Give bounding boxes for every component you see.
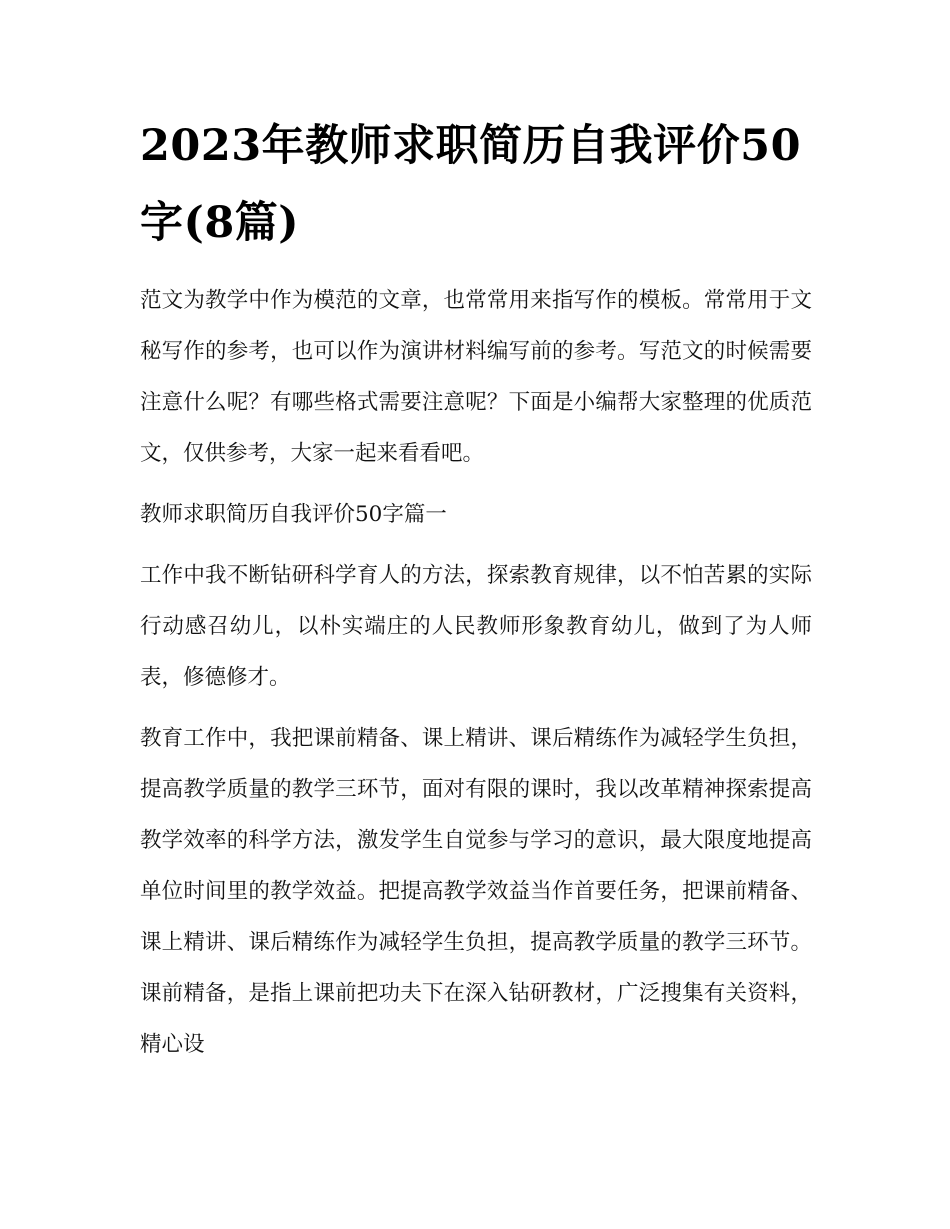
body-paragraph-1: 工作中我不断钻研科学育人的方法，探索教育规律，以不怕苦累的实际行动感召幼儿，以朴实端庄的人民教师形象教育幼儿，做到了为人师表，修德修才。 — [140, 563, 812, 690]
body-paragraph-2: 教育工作中，我把课前精备、课上精讲、课后精练作为减轻学生负担，提高教学质量的教学三环节，面对有限的课时，我以改革精神探索提高教学效率的科学方法，激发学生自觉参与学习的意识，最大限度地提高单位时间里的教学效益。把提高教学效益当作首要任务，把课前精备、课上精讲、课后精练作为减轻学生负担，提高教学质量的教学三环节。课前精备，是指上课前把功夫下在深入钻研教材，广泛搜集有关资料，精心设 — [140, 726, 812, 1057]
document-title: 2023年教师求职简历自我评价50字(8篇) — [140, 121, 802, 248]
intro-paragraph: 范文为教学中作为模范的文章，也常常用来指写作的模板。常常用于文秘写作的参考，也可以作为演讲材料编写前的参考。写范文的时候需要注意什么呢？有哪些格式需要注意呢？下面是小编帮大家整理的优质范文，仅供参考，大家一起来看看吧。 — [140, 288, 812, 466]
document-body — [140, 108, 812, 1070]
section-heading: 教师求职简历自我评价50字篇一 — [140, 502, 447, 527]
